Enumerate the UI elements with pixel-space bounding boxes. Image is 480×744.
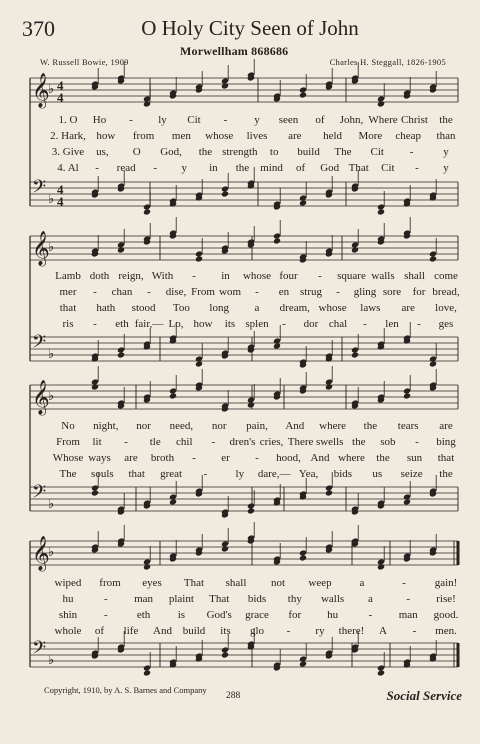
time-signature: 4 — [57, 182, 64, 197]
lyric-syllable: a — [254, 302, 260, 314]
lyric-syllable: A — [379, 625, 387, 637]
lyric-syllable: eyes — [142, 577, 162, 589]
note-head — [169, 498, 177, 505]
flat-sign: ♭ — [48, 347, 55, 362]
lyric-syllable: hood, — [276, 452, 301, 464]
lyric-syllable: chal — [328, 318, 348, 330]
lyric-syllable: 4. Al — [57, 162, 79, 174]
lyric-line — [0, 436, 480, 450]
lyric-syllable: rise! — [436, 593, 456, 605]
section-name: Social Service — [386, 688, 462, 703]
lyric-syllable: And — [310, 452, 330, 464]
lyric-syllable: sob — [380, 436, 396, 448]
lyric-syllable: ly — [158, 114, 167, 126]
lyric-syllable: Lo, — [168, 318, 184, 330]
lyric-syllable: bread, — [432, 286, 460, 298]
note-head — [351, 351, 359, 358]
lyric-syllable: love, — [435, 302, 457, 314]
lyric-syllable: - — [153, 162, 158, 174]
tune-name: Morwellham 868686 — [180, 44, 289, 58]
note-head — [299, 660, 307, 667]
lyric-syllable: - — [286, 625, 291, 637]
lyric-syllable: laws — [360, 302, 381, 314]
note-head — [117, 246, 125, 253]
lyric-syllable: in — [209, 162, 218, 174]
lyric-syllable: are — [124, 452, 138, 464]
lyric-syllable: gain! — [434, 577, 458, 589]
lyric-syllable: how — [193, 318, 213, 330]
hymn-number: 370 — [22, 16, 55, 41]
bass-clef: 𝄢 — [32, 638, 47, 663]
author-credit: W. Russell Bowie, 1909 — [40, 57, 129, 67]
lyric-syllable: - — [409, 146, 414, 158]
lyric-syllable: bing — [436, 436, 456, 448]
lyric-syllable: dren's — [229, 436, 256, 448]
lyric-syllable: Ho — [92, 114, 107, 126]
lyric-syllable: walls — [320, 593, 345, 605]
lyric-syllable: plaint — [168, 593, 194, 605]
page-number: 288 — [226, 691, 241, 701]
lyric-syllable: gling — [353, 286, 377, 298]
lyric-syllable: The — [59, 468, 77, 480]
lyric-syllable: shall — [404, 270, 425, 282]
note-head — [117, 351, 125, 358]
lyric-syllable: how — [96, 130, 116, 142]
lyric-syllable: - — [95, 162, 99, 174]
lyric-syllable: lives — [246, 130, 268, 142]
note-head — [403, 498, 411, 505]
composer-credit: Charles H. Steggall, 1826-1905 — [329, 57, 446, 67]
lyric-syllable: And — [285, 420, 305, 432]
lyric-line — [0, 468, 480, 482]
lyric-syllable: - — [368, 609, 373, 621]
lyric-syllable: tle — [149, 436, 161, 448]
note-head — [325, 383, 333, 390]
lyric-syllable: swells — [315, 436, 344, 448]
lyric-syllable: ges — [438, 318, 454, 330]
lyric-syllable: - — [363, 318, 367, 330]
lyric-line — [0, 318, 480, 332]
lyric-syllable: weep — [308, 577, 332, 589]
note-head — [377, 100, 385, 107]
lyric-syllable: than — [436, 130, 456, 142]
lyric-syllable: - — [103, 609, 108, 621]
lyric-syllable: God, — [160, 146, 182, 158]
lyric-syllable: hu — [62, 593, 74, 605]
lyric-line — [0, 162, 480, 176]
lyric-syllable: And — [153, 625, 172, 637]
lyric-syllable: No — [61, 420, 75, 432]
flat-sign: ♭ — [48, 192, 55, 207]
lyric-syllable: ways — [88, 452, 111, 464]
lyric-syllable: - — [203, 468, 208, 480]
copyright-notice: Copyright, 1910, by A. S. Barnes and Company — [44, 685, 207, 695]
lyric-syllable: souls — [91, 468, 114, 480]
treble-clef: 𝄞 — [32, 73, 50, 108]
lyric-syllable: - — [417, 318, 421, 330]
lyric-syllable: of — [296, 162, 306, 174]
lyric-line — [0, 625, 480, 639]
time-signature: 4 — [57, 78, 64, 93]
lyric-syllable: square — [337, 270, 366, 282]
lyric-syllable: hath — [96, 302, 116, 314]
lyric-syllable: stood — [131, 302, 156, 314]
lyric-syllable: More — [358, 130, 383, 142]
lyric-syllable: build — [182, 625, 206, 637]
lyric-syllable: us — [372, 468, 383, 480]
lyric-syllable: With — [151, 270, 174, 282]
lyric-syllable: nor — [211, 420, 227, 432]
note-head — [273, 342, 281, 349]
lyric-syllable: bids — [333, 468, 353, 480]
lyric-syllable: man — [134, 593, 154, 605]
lyric-syllable: its — [224, 318, 236, 330]
flat-sign: ♭ — [48, 240, 55, 255]
lyric-syllable: splen — [245, 318, 269, 330]
lyric-syllable: reign, — [118, 270, 144, 282]
lyric-syllable: the — [198, 146, 213, 158]
lyric-syllable: is — [177, 609, 186, 621]
lyric-syllable: dare,— — [257, 468, 291, 480]
lyric-syllable: Where — [368, 114, 398, 126]
lyric-syllable: lit — [92, 436, 102, 448]
lyric-syllable: four — [279, 270, 298, 282]
lyric-syllable: for — [288, 609, 302, 621]
lyric-syllable: whose — [318, 302, 347, 314]
lyric-syllable: ry — [315, 625, 325, 637]
lyric-syllable: seize — [400, 468, 423, 480]
lyric-syllable: God — [320, 162, 340, 174]
lyric-syllable: of — [315, 114, 325, 126]
lyric-syllable: whose — [242, 270, 272, 282]
note-head — [273, 237, 281, 244]
note-head — [221, 651, 229, 658]
bass-clef: 𝄢 — [32, 332, 47, 357]
lyric-syllable: - — [192, 270, 196, 282]
lyric-syllable: great — [160, 468, 183, 480]
lyric-syllable: - — [103, 593, 108, 605]
lyric-syllable: build — [297, 146, 320, 158]
lyric-syllable: - — [93, 318, 97, 330]
lyric-syllable: ly — [235, 468, 245, 480]
note-head — [429, 255, 437, 262]
lyric-syllable: of — [94, 625, 105, 637]
lyric-syllable: From — [56, 436, 80, 448]
lyric-syllable: 1. O — [58, 114, 78, 126]
time-signature: 4 — [57, 90, 64, 105]
lyric-syllable: - — [255, 452, 259, 464]
note-head — [221, 82, 229, 89]
lyric-syllable: strug — [300, 286, 322, 298]
note-head — [299, 199, 307, 206]
lyric-syllable: dise, — [165, 286, 187, 298]
lyric-syllable: eth — [115, 318, 129, 330]
lyric-syllable: the — [439, 114, 453, 126]
lyric-syllable: strength — [222, 146, 258, 158]
lyric-syllable: grace — [245, 609, 269, 621]
lyric-syllable: from — [99, 577, 121, 589]
lyric-syllable: that — [437, 452, 455, 464]
lyric-syllable: eth — [136, 609, 151, 621]
lyric-syllable: John, — [339, 114, 364, 126]
lyric-syllable: long — [209, 302, 229, 314]
lyric-syllable: the — [363, 420, 378, 432]
treble-clef: 𝄞 — [32, 536, 50, 571]
note-head — [91, 489, 99, 496]
note-head — [143, 208, 151, 215]
lyric-syllable: chan — [111, 286, 133, 298]
lyric-syllable: a — [359, 577, 365, 589]
lyric-syllable: - — [318, 270, 322, 282]
lyric-syllable: The — [334, 146, 352, 158]
lyric-syllable: y — [254, 114, 260, 126]
lyric-syllable: Cit — [370, 146, 384, 158]
lyric-syllable: a — [367, 593, 373, 605]
treble-clef: 𝄞 — [32, 231, 50, 266]
lyric-syllable: y — [443, 162, 449, 174]
lyric-syllable: Too — [172, 302, 190, 314]
lyric-syllable: y — [443, 146, 449, 158]
lyric-syllable: to — [269, 146, 279, 158]
note-head — [247, 401, 255, 408]
lyric-syllable: held — [323, 130, 343, 142]
note-head — [143, 669, 151, 676]
lyric-line — [0, 302, 480, 316]
lyric-syllable: Cit — [187, 114, 201, 126]
lyric-syllable: thy — [287, 593, 302, 605]
lyric-syllable: the — [439, 468, 453, 480]
lyric-syllable: whose — [205, 130, 234, 142]
lyric-syllable: come — [434, 270, 458, 282]
lyric-syllable: not — [270, 577, 286, 589]
lyric-line — [0, 593, 480, 607]
note-head — [377, 669, 385, 676]
lyric-syllable: Christ — [401, 114, 428, 126]
treble-clef: 𝄞 — [32, 380, 50, 415]
lyric-syllable: Cit — [381, 162, 395, 174]
lyric-syllable: dor — [303, 318, 319, 330]
lyric-syllable: men — [171, 130, 191, 142]
lyric-syllable: - — [211, 436, 216, 448]
note-head — [169, 392, 177, 399]
lyric-syllable: good. — [433, 609, 459, 621]
lyric-syllable: dream, — [279, 302, 310, 314]
note-head — [195, 255, 203, 262]
lyric-syllable: sun — [406, 452, 423, 464]
lyric-syllable: wom — [219, 286, 241, 298]
lyric-syllable: - — [415, 162, 419, 174]
lyric-syllable: There — [287, 436, 314, 448]
hymn-title: O Holy City Seen of John — [141, 16, 359, 40]
note-head — [377, 563, 385, 570]
lyric-syllable: - — [223, 114, 228, 126]
lyric-syllable: the — [352, 436, 366, 448]
lyric-syllable: broth — [150, 452, 175, 464]
lyric-syllable: walls — [371, 270, 395, 282]
lyric-line — [0, 130, 480, 144]
lyric-syllable: - — [406, 593, 411, 605]
lyric-syllable: - — [124, 436, 128, 448]
flat-sign: ♭ — [48, 545, 55, 560]
lyric-syllable: read — [116, 162, 136, 174]
note-head — [143, 563, 151, 570]
lyric-syllable: - — [147, 286, 151, 298]
lyric-syllable: that — [59, 302, 77, 314]
time-signature: 4 — [57, 194, 64, 209]
note-head — [429, 360, 437, 367]
lyric-syllable: ris — [62, 318, 74, 330]
lyric-syllable: sore — [382, 286, 402, 298]
lyric-syllable: that — [128, 468, 145, 480]
lyric-syllable: glo — [249, 625, 265, 637]
lyric-syllable: - — [255, 286, 259, 298]
flat-sign: ♭ — [48, 389, 55, 404]
lyric-line — [0, 452, 480, 466]
lyric-syllable: nor — [136, 420, 151, 432]
lyric-syllable: are — [288, 130, 302, 142]
lyric-syllable: mer — [59, 286, 77, 298]
lyric-syllable: are — [401, 302, 415, 314]
note-head — [91, 383, 99, 390]
lyric-line — [0, 609, 480, 623]
lyric-syllable: shall — [225, 577, 247, 589]
bass-clef: 𝄢 — [32, 177, 47, 202]
lyric-syllable: - — [412, 625, 417, 637]
lyric-syllable: y — [181, 162, 188, 174]
lyric-syllable: - — [402, 577, 406, 589]
lyric-syllable: God's — [206, 609, 232, 621]
lyric-syllable: need, — [169, 420, 194, 432]
lyric-syllable: are — [439, 420, 453, 432]
note-head — [351, 246, 359, 253]
lyric-syllable: wiped — [54, 577, 82, 589]
lyric-syllable: That — [348, 162, 369, 174]
lyric-syllable: doth — [89, 270, 110, 282]
lyric-syllable: pain, — [246, 420, 268, 432]
lyric-syllable: - — [129, 114, 133, 126]
lyric-syllable: men. — [435, 625, 457, 637]
lyric-syllable: there! — [338, 625, 365, 637]
lyric-syllable: en — [278, 286, 290, 298]
note-head — [325, 489, 333, 496]
lyric-syllable: - — [282, 318, 286, 330]
lyric-syllable: er — [221, 452, 230, 464]
lyric-syllable: - — [415, 436, 419, 448]
lyric-syllable: mind — [260, 162, 283, 174]
lyric-syllable: tears — [397, 420, 419, 432]
lyric-syllable: the — [235, 162, 250, 174]
lyric-syllable: O — [132, 146, 141, 158]
lyric-line — [0, 114, 480, 128]
lyric-syllable: 2. Hark, — [50, 130, 86, 142]
lyric-syllable: the — [376, 452, 390, 464]
lyric-syllable: From — [191, 286, 215, 298]
lyric-syllable: seen — [278, 114, 299, 126]
lyric-syllable: cheap — [395, 130, 422, 142]
lyric-syllable: whole — [54, 625, 82, 637]
lyric-syllable: its — [220, 625, 231, 637]
note-head — [221, 545, 229, 552]
lyric-line — [0, 286, 480, 300]
lyric-syllable: - — [192, 452, 196, 464]
lyric-syllable: bids — [247, 593, 267, 605]
lyric-line — [0, 146, 480, 160]
lyric-syllable: Yea, — [298, 468, 319, 480]
lyric-syllable: Whose — [52, 452, 84, 464]
lyric-line — [0, 577, 480, 591]
lyric-syllable: cries, — [259, 436, 284, 448]
lyric-syllable: chil — [176, 436, 193, 448]
lyric-syllable: 3. Give — [51, 146, 85, 158]
lyric-syllable: life — [123, 625, 139, 637]
lyric-syllable: where — [338, 452, 365, 464]
lyric-syllable: man — [398, 609, 418, 621]
lyric-syllable: - — [336, 286, 340, 298]
lyric-syllable: hu — [327, 609, 339, 621]
lyric-syllable: - — [93, 286, 97, 298]
lyric-syllable: That — [209, 593, 230, 605]
flat-sign: ♭ — [48, 497, 55, 512]
lyric-syllable: from — [132, 130, 155, 142]
flat-sign: ♭ — [48, 82, 55, 97]
note-head — [247, 507, 255, 514]
lyric-syllable: for — [412, 286, 426, 298]
note-head — [377, 208, 385, 215]
lyric-line — [0, 420, 480, 434]
lyric-syllable: where — [319, 420, 347, 432]
lyric-syllable: us, — [96, 146, 109, 158]
lyric-syllable: Lamb — [55, 270, 81, 282]
lyric-syllable: That — [183, 577, 205, 589]
note-head — [221, 190, 229, 197]
note-head — [403, 392, 411, 399]
note-head — [299, 554, 307, 561]
lyric-line — [0, 270, 480, 284]
flat-sign: ♭ — [48, 653, 55, 668]
bass-clef: 𝄢 — [32, 482, 47, 507]
note-head — [195, 360, 203, 367]
lyric-syllable: in — [221, 270, 230, 282]
lyric-syllable: len — [385, 318, 399, 330]
lyric-syllable: fair,— — [134, 318, 164, 330]
note-head — [299, 91, 307, 98]
lyric-syllable: shin — [58, 609, 78, 621]
lyric-syllable: night, — [93, 420, 119, 432]
